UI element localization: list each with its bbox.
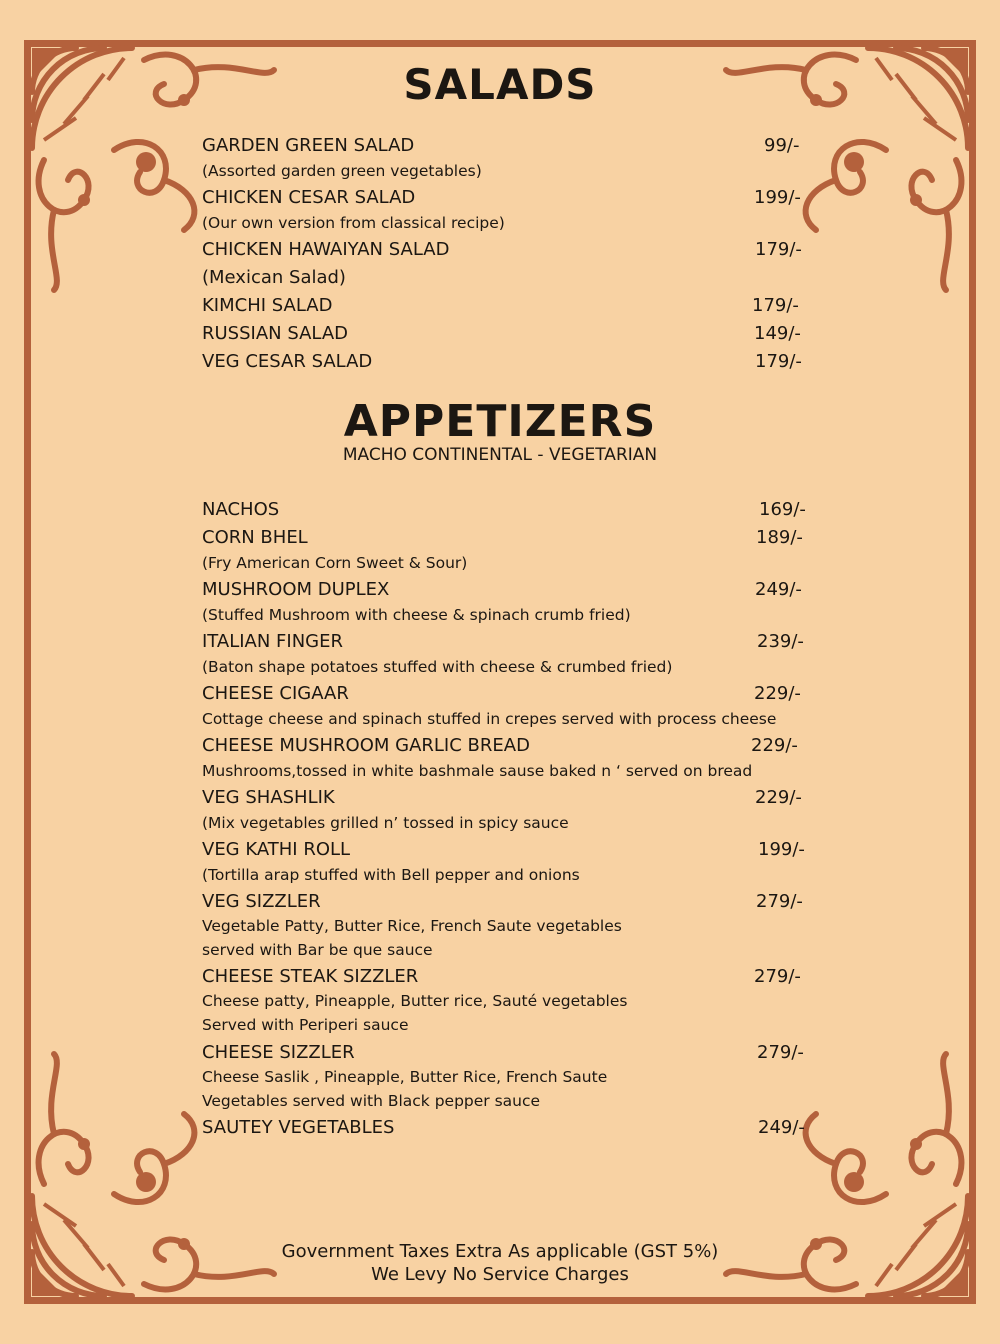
item-price: 199/- <box>758 839 805 860</box>
item-price: 99/- <box>764 135 800 156</box>
item-description: Vegetable Patty, Butter Rice, French Saute vegetables <box>202 917 622 935</box>
menu-item <box>202 577 822 603</box>
item-price: 229/- <box>754 683 801 704</box>
menu-item <box>202 525 822 551</box>
item-description: (Mix vegetables grilled n’ tossed in spicy sauce <box>202 814 569 832</box>
item-price: 179/- <box>755 239 802 260</box>
item-description: (Our own version from classical recipe) <box>202 214 505 232</box>
item-name: CHICKEN CESAR SALAD <box>202 187 416 208</box>
item-description: Cheese patty, Pineapple, Butter rice, Sauté vegetables <box>202 992 628 1010</box>
menu-item <box>202 237 822 263</box>
service-charge-note: We Levy No Service Charges <box>371 1264 629 1285</box>
item-name: NACHOS <box>202 499 280 520</box>
menu-item <box>202 1040 822 1066</box>
item-price: 199/- <box>754 187 801 208</box>
item-description: (Mexican Salad) <box>202 267 346 288</box>
item-price: 229/- <box>755 787 802 808</box>
item-description: Mushrooms,tossed in white bashmale sause baked n ‘ served on bread <box>202 762 753 780</box>
item-name: GARDEN GREEN SALAD <box>202 135 415 156</box>
item-price: 229/- <box>751 735 798 756</box>
menu-item <box>202 964 822 990</box>
item-name: CHEESE SIZZLER <box>202 1042 355 1063</box>
item-description: (Fry American Corn Sweet & Sour) <box>202 554 468 572</box>
menu-item <box>202 497 822 523</box>
item-description: (Baton shape potatoes stuffed with cheese & crumbed fried) <box>202 658 673 676</box>
menu-item <box>202 889 822 915</box>
item-description: served with Bar be que sauce <box>202 941 433 959</box>
item-name: MUSHROOM DUPLEX <box>202 579 390 600</box>
item-description: Served with Periperi sauce <box>202 1016 409 1034</box>
menu-item <box>202 681 822 707</box>
item-name: VEG KATHI ROLL <box>202 839 351 860</box>
item-description: (Tortilla arap stuffed with Bell pepper and onions <box>202 866 580 884</box>
item-name: CHEESE CIGAAR <box>202 683 349 704</box>
item-price: 279/- <box>757 1042 804 1063</box>
item-price: 239/- <box>757 631 804 652</box>
item-price: 189/- <box>756 527 803 548</box>
item-description: Vegetables served with Black pepper sauce <box>202 1092 541 1110</box>
item-price: 249/- <box>758 1117 805 1138</box>
menu-item <box>202 321 822 347</box>
item-name: RUSSIAN SALAD <box>202 323 349 344</box>
item-price: 169/- <box>759 499 806 520</box>
menu-item <box>202 293 822 319</box>
item-name: CHEESE STEAK SIZZLER <box>202 966 419 987</box>
item-price: 149/- <box>754 323 801 344</box>
item-name: VEG SIZZLER <box>202 891 321 912</box>
item-name: ITALIAN FINGER <box>202 631 344 652</box>
item-name: CORN BHEL <box>202 527 308 548</box>
menu-item <box>202 733 822 759</box>
menu-item <box>202 185 822 211</box>
salads-heading: SALADS <box>403 60 597 109</box>
item-name: CHEESE MUSHROOM GARLIC BREAD <box>202 735 530 756</box>
menu-item <box>202 837 822 863</box>
item-description: Cottage cheese and spinach stuffed in crepes served with process cheese <box>202 710 777 728</box>
menu-item <box>202 133 822 159</box>
item-name: VEG CESAR SALAD <box>202 351 373 372</box>
item-description: Cheese Saslik , Pineapple, Butter Rice, French Saute <box>202 1068 608 1086</box>
item-price: 279/- <box>756 891 803 912</box>
item-price: 179/- <box>752 295 799 316</box>
appetizers-subheading: MACHO CONTINENTAL - VEGETARIAN <box>342 445 658 465</box>
appetizers-heading: APPETIZERS <box>343 396 657 447</box>
menu-item <box>202 785 822 811</box>
item-name: CHICKEN HAWAIYAN SALAD <box>202 239 450 260</box>
item-name: KIMCHI SALAD <box>202 295 333 316</box>
menu-item <box>202 1115 822 1141</box>
menu-item <box>202 349 822 375</box>
item-price: 249/- <box>755 579 802 600</box>
item-name: VEG SHASHLIK <box>202 787 335 808</box>
tax-note: Government Taxes Extra As applicable (GST 5%) <box>281 1241 719 1262</box>
item-name: SAUTEY VEGETABLES <box>202 1117 395 1138</box>
item-description: (Stuffed Mushroom with cheese & spinach crumb fried) <box>202 606 631 624</box>
menu-item <box>202 629 822 655</box>
item-description: (Assorted garden green vegetables) <box>202 162 482 180</box>
item-price: 279/- <box>754 966 801 987</box>
item-price: 179/- <box>755 351 802 372</box>
